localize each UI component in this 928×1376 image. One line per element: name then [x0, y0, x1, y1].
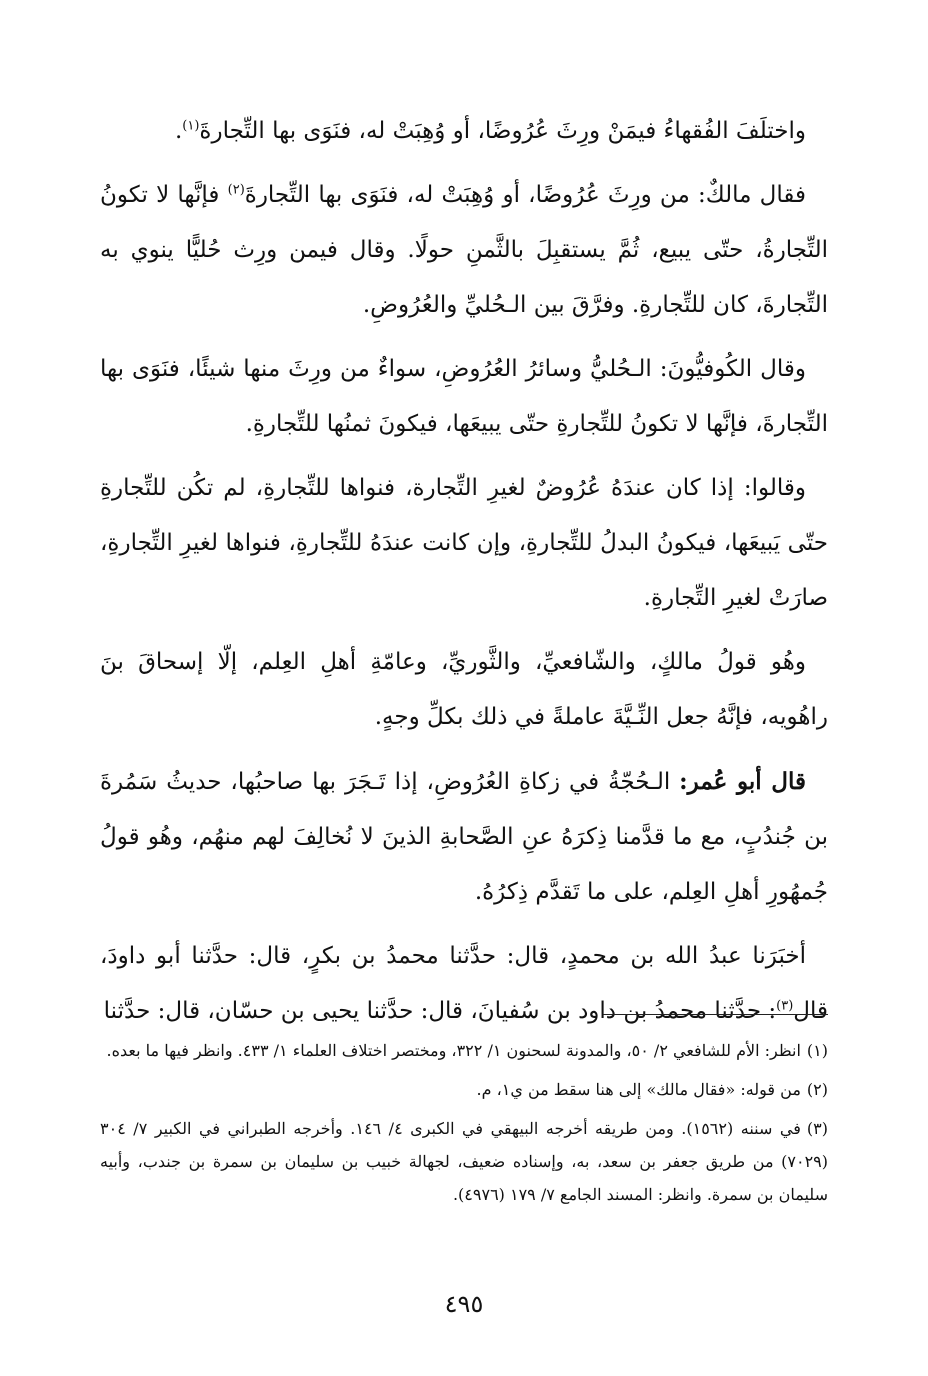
page-number: ٤٩٥: [444, 1290, 484, 1318]
paragraph-text: الـحُجّةُ في زكاةِ العُرُوضِ، إذا تَـجَرَ بها صاحبُها، حديثُ سَمُرةَ بن جُندُبٍ، مع ما قدَّمنا ذِكرَهُ عنِ الصَّحابةِ الذينَ لا نُخالِفَ لهم منهُم، وهُو قولُ جُمهُورِ أهلِ العِلم، على ما تَقدَّم ذِكرُهُ.: [100, 769, 828, 905]
footnote-2: [100, 1073, 828, 1106]
footnote-3: [100, 1112, 828, 1211]
footnote-text: من قوله: «فقال مالك» إلى هنا سقط من ي١، م.: [476, 1080, 801, 1099]
footnote-text: في سننه (١٥٦٢). ومن طريقه أخرجه البيهقي في الكبرى ٤/ ١٤٦. وأخرجه الطبراني في الكبير ٧/ ٣٠٤ (٧٠٢٩) من طريق جعفر بن سعد، به، وإسناده ضعيف، لجهالة خبيب بن سليمان بن سمرة بن جندب، وأبيه سليمان بن سمرة. وانظر: المسند الجامع ٧/ ١٧٩ (٤٩٧٦).: [100, 1119, 828, 1204]
main-text: [100, 104, 828, 1048]
footnote-divider: [603, 1014, 828, 1015]
footnote-ref[interactable]: (٢): [227, 182, 245, 198]
paragraph-text: واختلَفَ الفُقهاءُ فيمَنْ ورِثَ عُرُوضًا، أو وُهِبَتْ له، فنَوَى بها التِّجارةَ: [199, 118, 806, 144]
paragraph-text: أخبَرَنا عبدُ الله بن محمدٍ، قال: حدَّثنا محمدُ بن بكرٍ، قال: حدَّثنا أبو داودَ، قال: [100, 943, 828, 1024]
paragraph-text: وهُو قولُ مالكٍ، والشّافعيِّ، والثَّوريِّ، وعامّةِ أهلِ العِلم، إلّا إسحاقَ بنَ راهُويه، فإنَّهُ جعل النِّـيَّةَ عاملةً في ذلك بكلِّ وجهٍ.: [100, 649, 828, 730]
paragraph-3: [100, 342, 828, 452]
paragraph-text: فقال مالكٌ: من ورِثَ عُرُوضًا، أو وُهِبَتْ له، فنَوَى بها التِّجارةَ: [244, 182, 806, 208]
footnote-number: (٢): [806, 1080, 828, 1099]
paragraph-tail: : حدَّثنا محمدُ بن داود بن سُفيانَ، قال: حدَّثنا يحيى بن حسّان، قال: حدَّثنا: [103, 998, 777, 1024]
paragraph-tail: .: [174, 118, 183, 144]
footnotes: [100, 1034, 828, 1217]
footnote-ref[interactable]: (٣): [776, 998, 794, 1014]
paragraph-text: وقال الكُوفيُّونَ: الـحُليُّ وسائرُ العُرُوضِ، سواءٌ من ورِثَ منها شيئًا، فنَوَى بها التِّجارةَ، فإنَّها لا تكونُ للتِّجارةِ حتّى يبيعَها، فيكونَ ثمنُها للتِّجارةِ.: [100, 356, 828, 437]
footnote-ref[interactable]: (١): [182, 118, 200, 134]
paragraph-text: وقالوا: إذا كان عندَهُ عُرُوضٌ لغيرِ التِّجارة، فنواها للتِّجارةِ، لم تكُن للتِّجارةِ حتّى يَبيعَها، فيكونُ البدلُ للتِّجارةِ، وإن كانت عندَهُ للتِّجارةِ، فنواها لغيرِ التِّجارةِ، صارَتْ لغيرِ التِّجارةِ.: [100, 475, 828, 611]
speaker-label: قال أبو عُمر:: [679, 768, 806, 795]
footnote-1: [100, 1034, 828, 1067]
paragraph-tail: فإنَّها لا تكونُ التِّجارةُ، حتّى يبيع، ثُمَّ يستقبِلَ بالثَّمنِ حولًا. وقال فيمن ورِث حُليًّا ينوي به التِّجارةَ، كان للتِّجارةِ. وفرَّقَ بين الـحُليِّ والعُرُوضِ.: [100, 182, 828, 318]
paragraph-6: [100, 754, 828, 920]
paragraph-5: [100, 635, 828, 745]
paragraph-1: [100, 104, 828, 159]
footnote-number: (١): [806, 1041, 828, 1060]
paragraph-2: [100, 168, 828, 333]
footnote-text: انظر: الأم للشافعي ٢/ ٥٠، والمدونة لسحنون ١/ ٣٢٢، ومختصر اختلاف العلماء ١/ ٤٣٣. وانظر فيها ما بعده.: [106, 1041, 801, 1060]
paragraph-7: [100, 929, 828, 1039]
paragraph-4: [100, 461, 828, 626]
footnote-number: (٣): [806, 1119, 828, 1138]
